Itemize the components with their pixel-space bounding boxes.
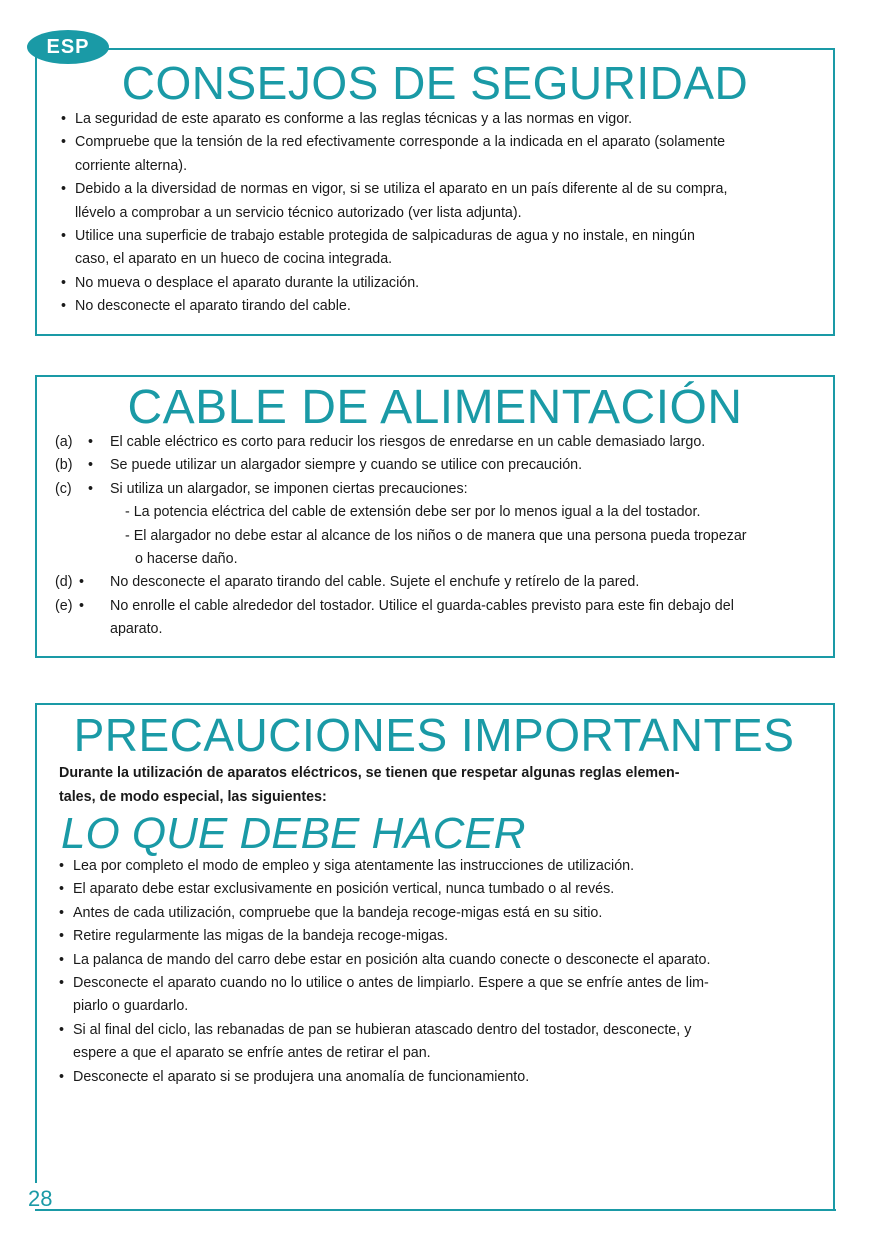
safety-advice-section [35,48,835,336]
list-item: • La palanca de mando del carro debe estar en posición alta cuando conecte o desconecte el aparato. [59,951,711,968]
what-to-do-list [57,855,710,1089]
list-item: • Utilice una superficie de trabajo estable protegida de salpicaduras de agua y no instale, en ningún caso, el aparato en un hueco de cocina integrada. [61,228,695,268]
list-item: • La seguridad de este aparato es conforme a las reglas técnicas y a las normas en vigor. [61,111,633,127]
list-item: • Antes de cada utilización, compruebe que la bandeja recoge-migas está en su sitio. [59,904,603,921]
important-precautions-section [35,703,835,1211]
list-subitem: o hacerse daño. [135,551,238,568]
list-item: • Lea por completo el modo de empleo y siga atentamente las instrucciones de utilización. [59,858,635,874]
list-item: • Desconecte el aparato si se produjera una anomalía de funcionamiento. [59,1068,530,1085]
list-item: • El aparato debe estar exclusivamente en posición vertical, nunca tumbado o al revés. [59,881,615,898]
subsection-title-what-to-do: LO QUE DEBE HACER [61,809,526,858]
section-title-safety: CONSEJOS DE SEGURIDAD [121,57,749,109]
page-number: 28 [28,1186,53,1211]
language-badge: ESP [27,30,109,64]
list-subitem: - El alargador no debe estar al alcance de los niños o de manera que una persona pueda tropezar [125,527,747,544]
list-item: • Desconecte el aparato cuando no lo utilice o antes de limpiarlo. Espere a que se enfríe antes de lim- piarlo o guardarlo. [59,975,709,1015]
list-item: • Si al final del ciclo, las rebanadas de pan se hubieran atascado dentro del tostador, desconecte, y espere a que el aparato se enfríe antes de retirar el pan. [59,1021,692,1062]
list-item: (e) • No enrolle el cable alrededor del tostador. Utilice el guarda-cables previsto para este fin debajo del aparato. [55,597,734,638]
list-item: • Debido a la diversidad de normas en vigor, si se utiliza el aparato en un país diferente al de su compra, llévelo a comprobar a un servicio técnico autorizado (ver lista adjunta). [61,181,728,221]
list-item: • Compruebe que la tensión de la red efectivamente corresponde a la indicada en el aparato (solamente corriente alterna). [61,134,726,174]
list-item: (b) • Se puede utilizar un alargador siempre y cuando se utilice con precaución. [55,457,583,474]
section-title-precautions: PRECAUCIONES IMPORTANTES [73,709,795,761]
section-title-power-cable: CABLE DE ALIMENTACIÓN [127,381,743,434]
intro-text: Durante la utilización de aparatos eléctricos, se tienen que respetar algunas reglas elemen- tales, de modo especial, las siguientes: [59,765,680,805]
power-cable-section [35,375,835,658]
list-subitem: - La potencia eléctrica del cable de extensión debe ser por lo menos igual a la del tostador. [125,504,701,521]
list-item: • No desconecte el aparato tirando del cable. [61,298,351,315]
list-item: • No mueva o desplace el aparato durante la utilización. [61,274,420,291]
list-item: • Retire regularmente las migas de la bandeja recoge-migas. [59,928,449,945]
footer-rule [60,1209,836,1211]
list-item: (a) • El cable eléctrico es corto para reducir los riesgos de enredarse en un cable demasiado largo. [55,434,706,450]
cable-list [55,431,747,642]
left-border-rule [35,703,37,1183]
list-item: (d) • No desconecte el aparato tirando del cable. Sujete el enchufe y retírelo de la pared. [55,574,640,591]
safety-list [59,108,727,319]
list-item: (c) • Si utiliza un alargador, se imponen ciertas precauciones: [55,480,468,497]
